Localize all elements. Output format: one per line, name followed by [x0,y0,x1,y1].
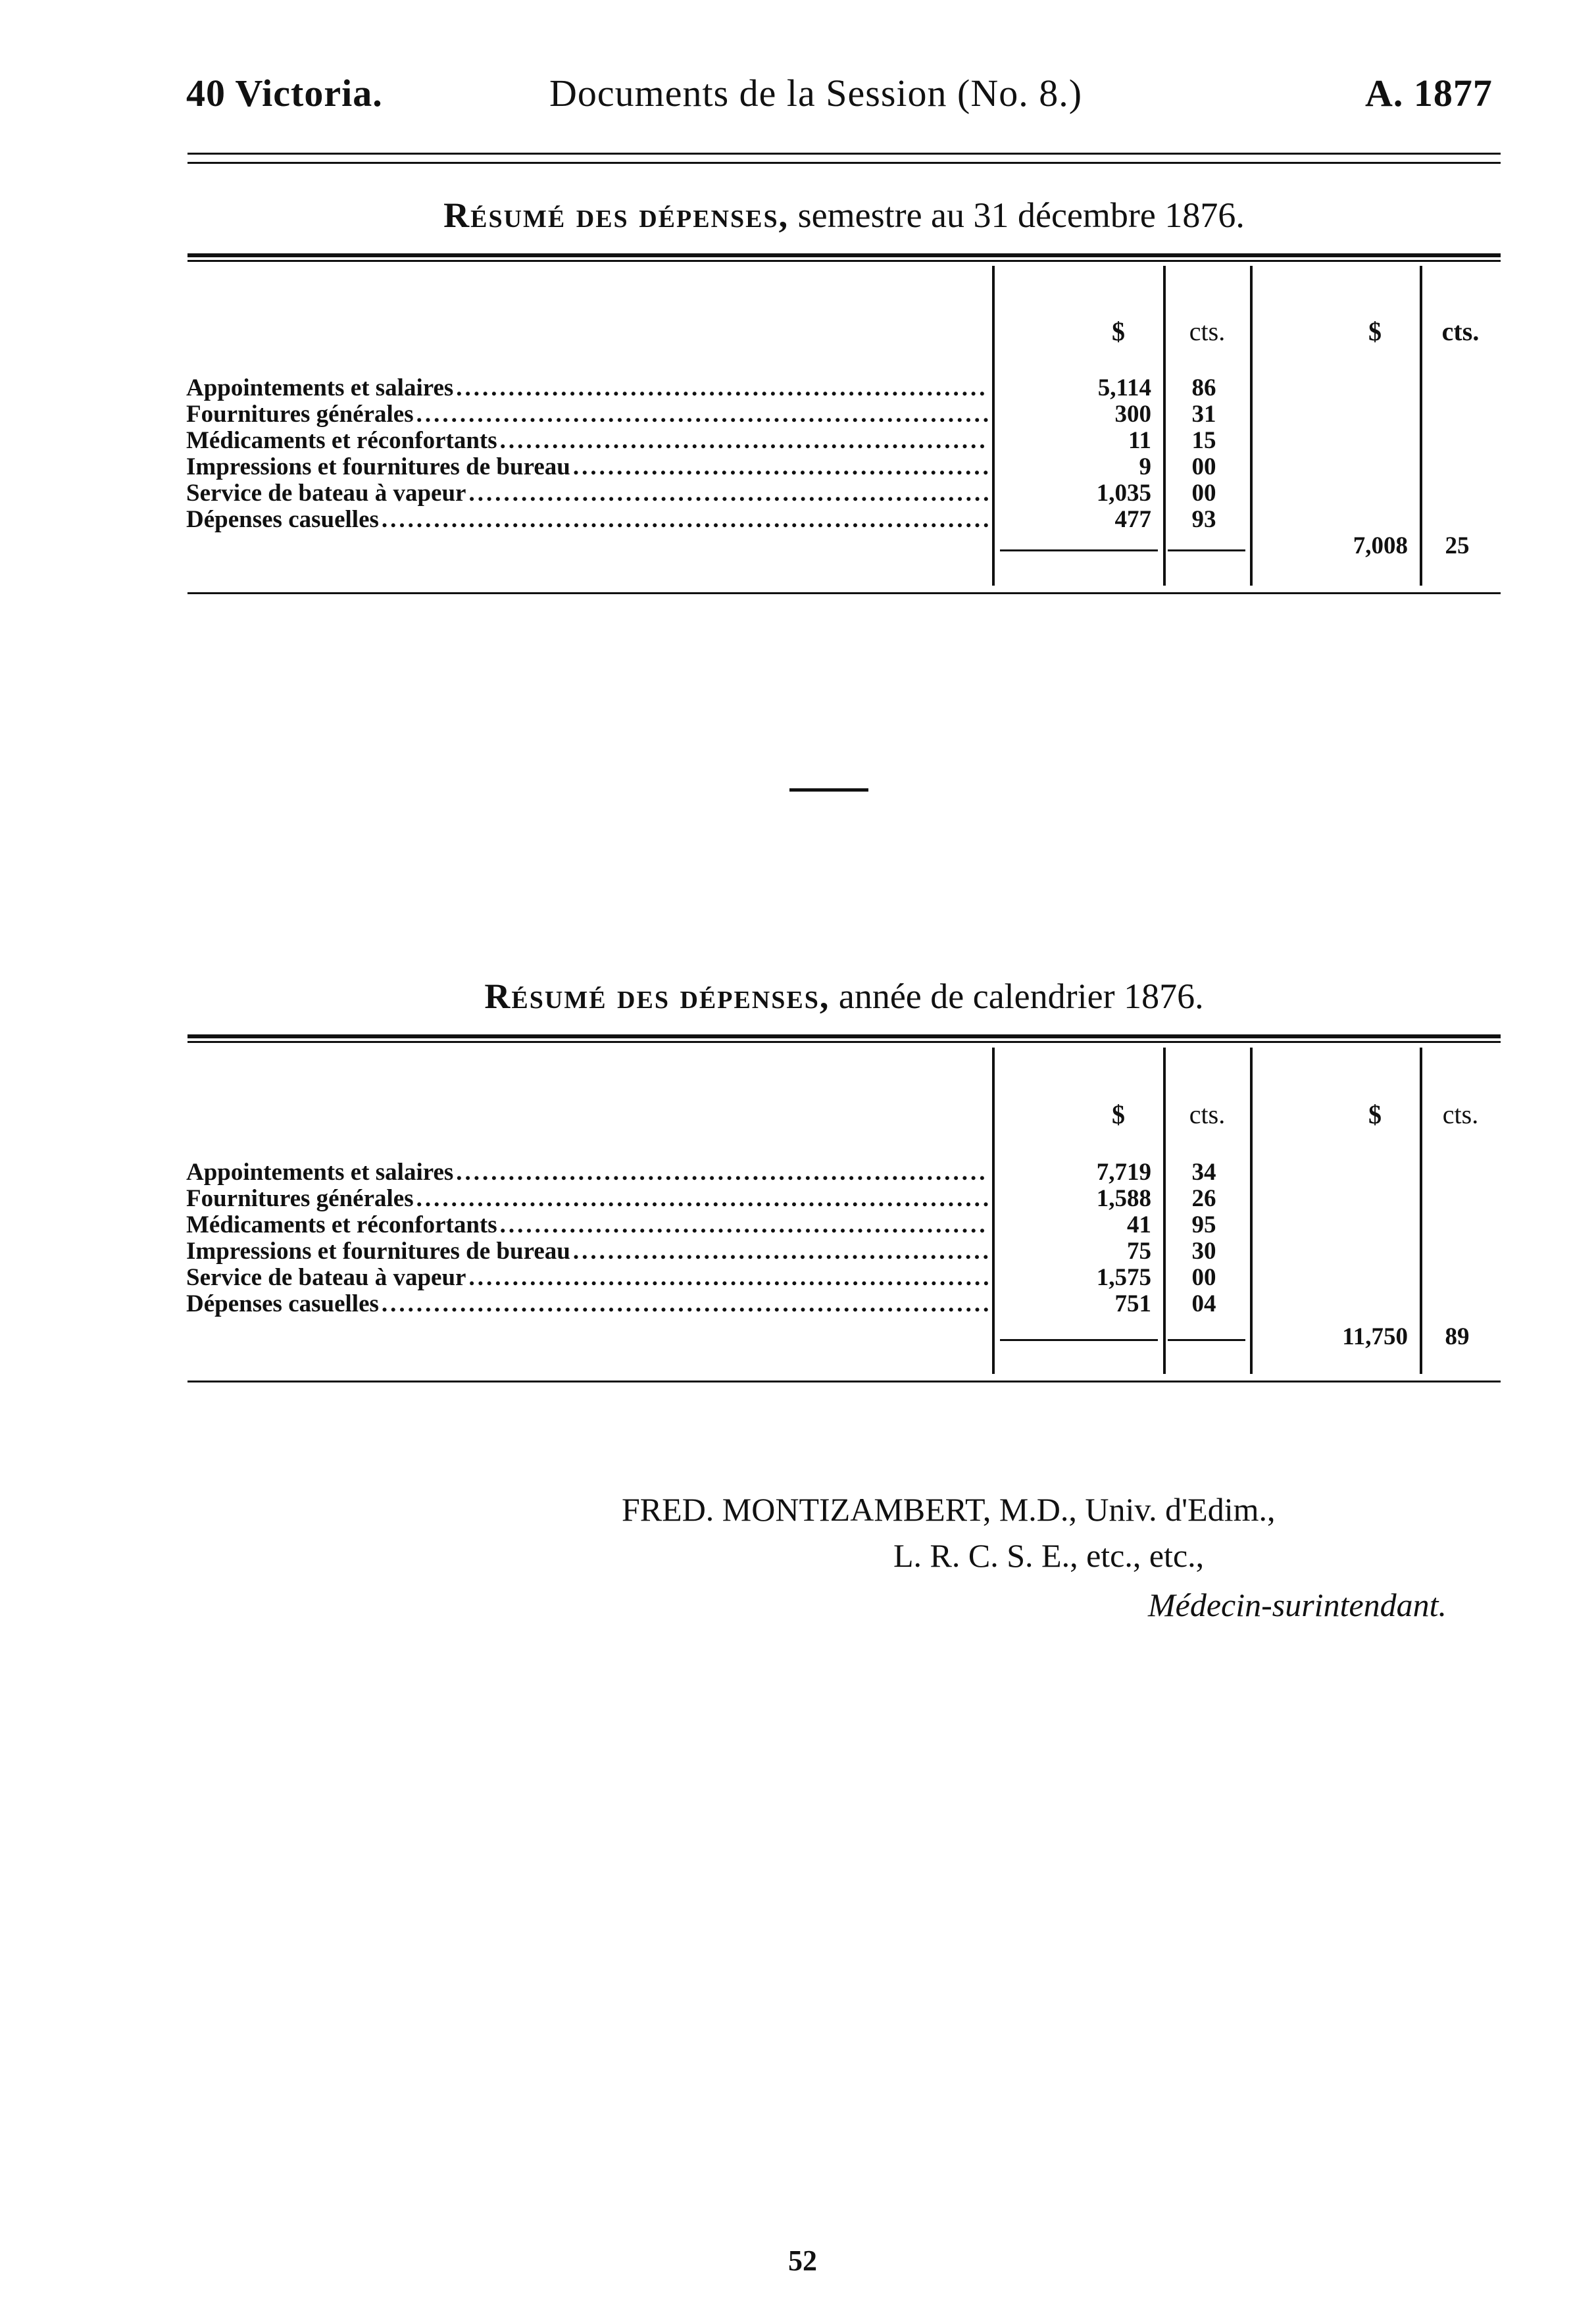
table1-row-label: Dépenses casuelles ..... [186,507,989,533]
table2-dollars: 751 [1114,1290,1151,1317]
table2-vline-4 [1420,1048,1422,1374]
table2-row-label: Médicaments et réconfortants ..... [186,1212,989,1238]
signature-line-1: FRED. MONTIZAMBERT, M.D., Univ. d'Edim., [622,1491,1276,1528]
table2-cents: 95 [1191,1211,1216,1238]
table1-top-rule-2 [187,260,1501,262]
table2-vline-1 [992,1048,995,1374]
table1-col-dollars: $ [1112,317,1125,346]
table2-col-cents: cts. [1189,1100,1226,1129]
table2-sum-rule-dollars [1000,1339,1158,1341]
table1-top-rule [187,253,1501,257]
table2-total-dollars: 11,750 [1342,1323,1408,1350]
table1-cents: 31 [1191,401,1216,428]
table2-sum-rule-cents [1168,1339,1245,1341]
table1-sum-rule-dollars [1000,549,1158,551]
table2-dollars: 41 [1127,1211,1151,1238]
table1-row-label: Appointements et salaires ..... [186,375,989,401]
header-left: 40 Victoria. [186,72,383,114]
table2-row-label: Dépenses casuelles ..... [186,1291,989,1317]
signature-line-2: L. R. C. S. E., etc., etc., [893,1537,1205,1574]
table1-dollars: 1,035 [1096,480,1151,507]
table1-dollars: 9 [1139,453,1151,480]
table2-dollars: 7,719 [1096,1159,1151,1186]
table1-sum-rule-cents [1168,549,1245,551]
table1-vline-1 [992,266,995,586]
table1-vline-3 [1250,266,1253,586]
table1-dollars: 5,114 [1097,374,1151,401]
table1-dollars: 11 [1128,427,1151,454]
table2-col-total-dollars: $ [1368,1100,1382,1129]
table1-bottom-rule [187,592,1501,594]
page-number: 52 [788,2244,817,2277]
table2-row-label: Fournitures générales ..... [186,1186,989,1212]
table2-col-total-cents: cts. [1442,1100,1479,1129]
header-rule-bottom [187,162,1501,164]
table1-cents: 00 [1191,453,1216,480]
table1-cents: 93 [1191,506,1216,533]
table1-title-rest: semestre au 31 décembre 1876. [789,195,1245,235]
table2-title-rest: année de calendrier 1876. [830,976,1204,1016]
table2-title-sc: Résumé des dépenses, [484,976,830,1016]
table1-row-label: Fournitures générales ..... [186,401,989,428]
table2-cents: 04 [1191,1290,1216,1317]
section-separator [789,788,868,792]
table1-total-cents: 25 [1445,532,1470,559]
table1-vline-4 [1420,266,1422,586]
table2-top-rule-2 [187,1041,1501,1043]
table2-row-label: Impressions et fournitures de bureau ..... [186,1238,989,1265]
table2-cents: 00 [1191,1264,1216,1291]
table2-col-dollars: $ [1112,1100,1125,1129]
table2-title [187,976,1501,1017]
table1-total-dollars: 7,008 [1353,532,1408,559]
table1-row-label: Service de bateau à vapeur ..... [186,480,989,507]
table2-row-label: Appointements et salaires ..... [186,1159,989,1186]
header-right: A. 1877 [1365,72,1493,114]
table2-dollars: 1,588 [1096,1185,1151,1212]
header-center [549,71,1082,115]
table1-col-cents: cts. [1189,317,1226,346]
table1-col-total-dollars: $ [1368,317,1382,346]
table1-dollars: 300 [1114,401,1151,428]
header-center-text: Documents de la Session (No. 8.) [549,72,1083,114]
table2-top-rule [187,1034,1501,1038]
table2-row-label: Service de bateau à vapeur ..... [186,1265,989,1291]
table1-cents: 86 [1191,374,1216,401]
table2-cents: 26 [1191,1185,1216,1212]
table2-total-cents: 89 [1445,1323,1470,1350]
table2-dollars: 75 [1127,1238,1151,1265]
table2-vline-3 [1250,1048,1253,1374]
table1-cents: 15 [1191,427,1216,454]
table1-cents: 00 [1191,480,1216,507]
table1-vline-2 [1163,266,1166,586]
table2-cents: 34 [1191,1159,1216,1186]
table1-col-total-cents: cts. [1441,317,1480,346]
table2-bottom-rule [187,1381,1501,1382]
table1-title-sc: Résumé des dépenses, [443,195,789,235]
table1-row-label: Impressions et fournitures de bureau ..... [186,454,989,480]
table2-dollars: 1,575 [1096,1264,1151,1291]
header-rule-top [187,153,1501,155]
table2-vline-2 [1163,1048,1166,1374]
table2-cents: 30 [1191,1238,1216,1265]
table1-title [187,195,1501,236]
signature-line-3: Médecin-surintendant. [1148,1586,1447,1623]
table1-dollars: 477 [1114,506,1151,533]
table1-row-label: Médicaments et réconfortants ..... [186,428,989,454]
